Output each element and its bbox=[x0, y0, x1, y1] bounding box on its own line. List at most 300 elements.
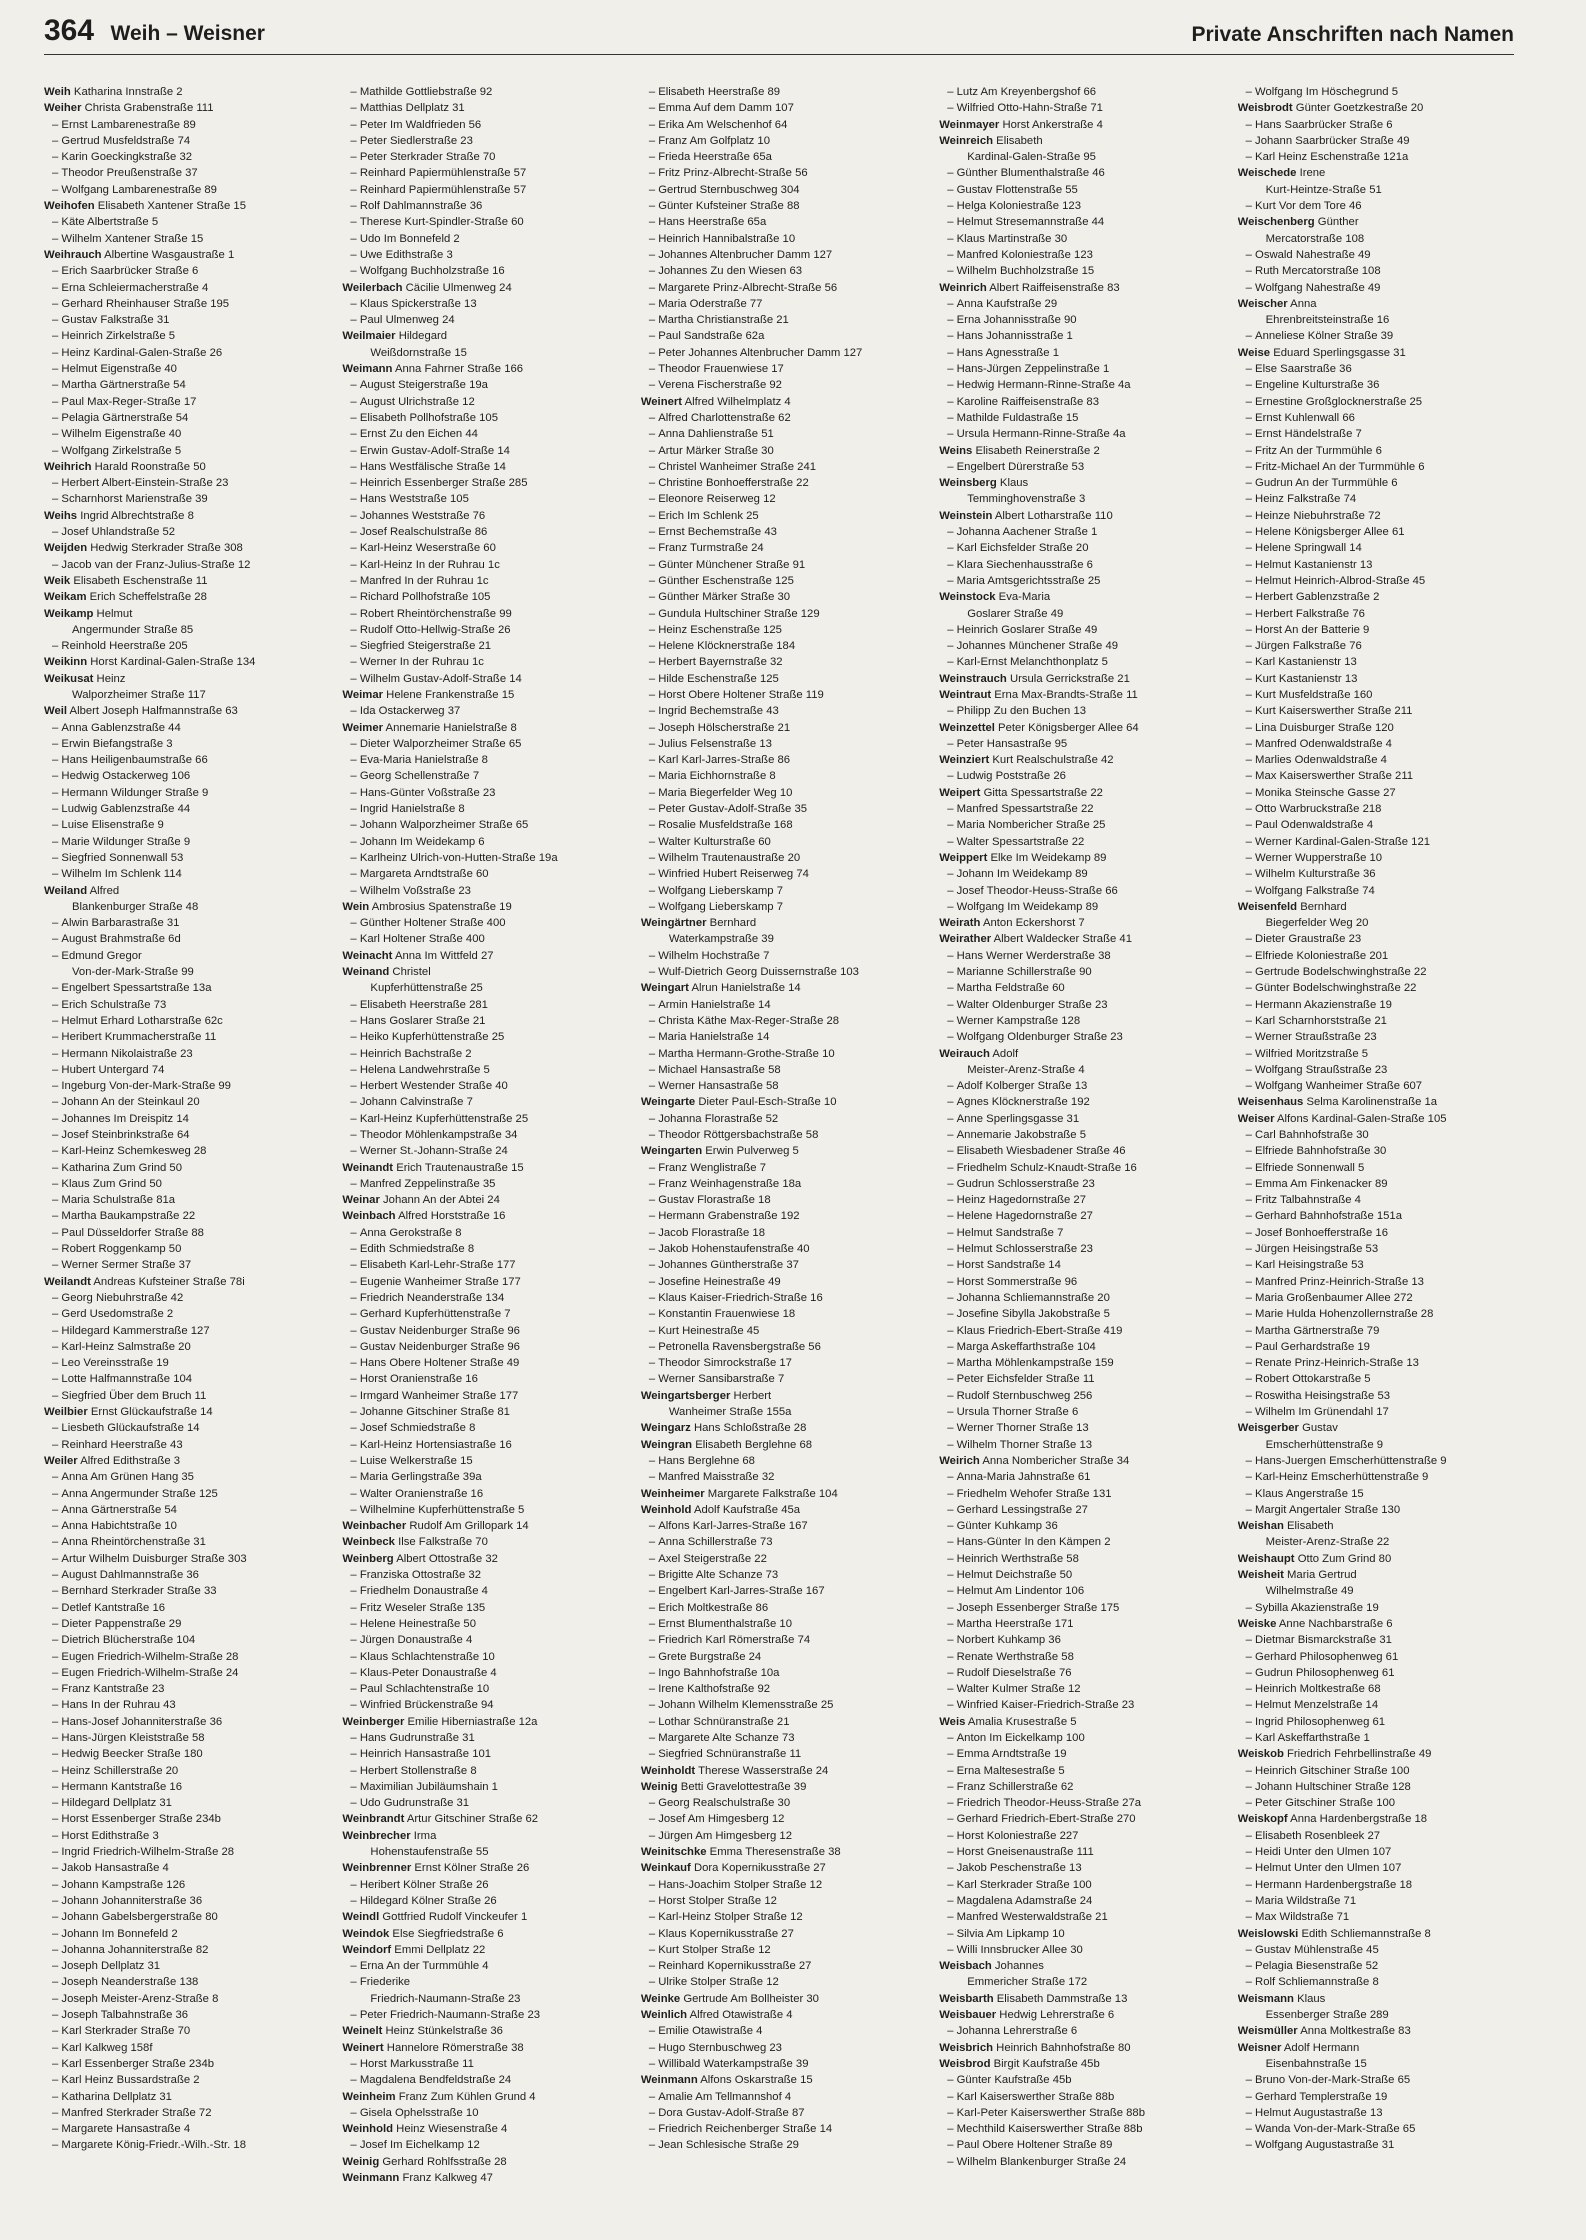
surname: Weismüller bbox=[1237, 2025, 1298, 2038]
person-entry: – Winfried Brückenstraße 94 bbox=[342, 1697, 624, 1713]
person-entry: – Lina Duisburger Straße 120 bbox=[1238, 720, 1520, 736]
person-entry: – Kurt Vor dem Tore 46 bbox=[1238, 198, 1520, 214]
entry-continuation: Goslarer Straße 49 bbox=[967, 607, 1064, 620]
person-entry: – Magdalena Bendfeldstraße 24 bbox=[342, 2072, 624, 2088]
person-entry: – Alfred Charlottenstraße 62 bbox=[641, 410, 923, 426]
person-entry: – Wanda Von-der-Mark-Straße 65 bbox=[1238, 2121, 1520, 2137]
surname: Weimann bbox=[342, 363, 393, 376]
person-entry: – Gerhard Kupferhüttenstraße 7 bbox=[342, 1306, 624, 1322]
person-entry: – Ingrid Hanielstraße 8 bbox=[342, 801, 624, 817]
person-entry: – Fritz Talbahnstraße 4 bbox=[1238, 1192, 1520, 1208]
surname-entry bbox=[342, 2170, 624, 2186]
person-entry: – Johannes Altenbrucher Damm 127 bbox=[641, 247, 923, 263]
surname: Weingran bbox=[640, 1438, 693, 1451]
surname-entry bbox=[641, 1486, 923, 1502]
person-entry: – Gustav Flottenstraße 55 bbox=[939, 182, 1221, 198]
person-entry: – Gerhard Lessingstraße 27 bbox=[939, 1502, 1221, 1518]
entry-text: Ernst Kölner Straße 26 bbox=[414, 1862, 530, 1875]
person-entry: – Marie Wildunger Straße 9 bbox=[44, 834, 326, 850]
person-entry: – Peter Gustav-Adolf-Straße 35 bbox=[641, 801, 923, 817]
surname: Weimer bbox=[342, 721, 384, 734]
person-entry: – Erna An der Turmmühle 4 bbox=[342, 1958, 624, 1974]
entry-continuation: Weißdornstraße 15 bbox=[370, 346, 467, 359]
person-entry: – Norbert Kuhkamp 36 bbox=[939, 1632, 1221, 1648]
person-entry: – Engelbert Dürerstraße 53 bbox=[939, 459, 1221, 475]
person-entry: – Georg Realschulstraße 30 bbox=[641, 1795, 923, 1811]
person-entry: – Kurt Kaiserswerther Straße 211 bbox=[1238, 703, 1520, 719]
entry-continuation: Wilhelmstraße 49 bbox=[1265, 1585, 1354, 1598]
surname: Weinzettel bbox=[939, 721, 995, 734]
person-entry: – Brigitte Alte Schanze 73 bbox=[641, 1567, 923, 1583]
entry-continuation: Hohenstaufenstraße 55 bbox=[370, 1846, 489, 1859]
person-entry: – Wolfgang Im Weidekamp 89 bbox=[939, 899, 1221, 915]
entry-text: Friedrich Fehrbellinstraße 49 bbox=[1287, 1748, 1432, 1761]
person-entry: – Klaus Angerstraße 15 bbox=[1238, 1486, 1520, 1502]
surname: Weiske bbox=[1237, 1617, 1277, 1630]
person-entry: – Hermann Akazienstraße 19 bbox=[1238, 997, 1520, 1013]
person-entry: – Ernst Zu den Eichen 44 bbox=[342, 426, 624, 442]
person-entry: – Paul Ulmenweg 24 bbox=[342, 312, 624, 328]
surname-entry bbox=[939, 752, 1221, 768]
person-entry: – Engelbert Spessartstraße 13a bbox=[44, 980, 326, 996]
surname: Weislowski bbox=[1237, 1927, 1299, 1940]
surname-entry bbox=[939, 280, 1221, 296]
person-entry: – Maria Amtsgerichtsstraße 25 bbox=[939, 573, 1221, 589]
person-entry: – Horst Gneisenaustraße 111 bbox=[939, 1844, 1221, 1860]
person-entry: – Paul Obere Holtener Straße 89 bbox=[939, 2137, 1221, 2153]
entry-continuation: Essenberger Straße 289 bbox=[1265, 2009, 1389, 2022]
person-entry: – Anna Am Grünen Hang 35 bbox=[44, 1469, 326, 1485]
surname: Weinlich bbox=[640, 2009, 688, 2022]
person-entry: – Artur Märker Straße 30 bbox=[641, 443, 923, 459]
person-entry: – Karl Kalkweg 158f bbox=[44, 2040, 326, 2056]
person-entry: – Karl-Heinz Schemkesweg 28 bbox=[44, 1143, 326, 1159]
person-entry: – Friedhelm Wehofer Straße 131 bbox=[939, 1486, 1221, 1502]
person-entry: – Helene Springwall 14 bbox=[1238, 540, 1520, 556]
surname-entry bbox=[939, 133, 1221, 149]
person-entry: – Klaus Friedrich-Ebert-Straße 419 bbox=[939, 1323, 1221, 1339]
person-entry: – Petronella Ravensbergstraße 56 bbox=[641, 1339, 923, 1355]
person-entry: – Wilhelmine Kupferhüttenstraße 5 bbox=[342, 1502, 624, 1518]
directory-column bbox=[1238, 84, 1520, 2224]
entry-text: Elke Im Weidekamp 89 bbox=[990, 851, 1107, 864]
person-entry: – Margarete Alte Schanze 73 bbox=[641, 1730, 923, 1746]
entry-text: Ursula Gerrickstraße 21 bbox=[1009, 672, 1130, 685]
person-entry: – Karl Karl-Jarres-Straße 86 bbox=[641, 752, 923, 768]
surname: Weih bbox=[44, 86, 71, 98]
person-entry: – Friedrich Theodor-Heuss-Straße 27a bbox=[939, 1795, 1221, 1811]
surname-entry bbox=[342, 720, 624, 736]
entry-text: Erich Trautenaustraße 15 bbox=[396, 1161, 524, 1174]
person-entry: – Christa Käthe Max-Reger-Straße 28 bbox=[641, 1013, 923, 1029]
person-entry: – Helmut Erhard Lotharstraße 62c bbox=[44, 1013, 326, 1029]
person-entry: – Josef Schmiedstraße 8 bbox=[342, 1420, 624, 1436]
surname: Weirath bbox=[939, 917, 981, 930]
entry-text: Adolf Hermann bbox=[1283, 2041, 1360, 2054]
surname-entry bbox=[641, 1094, 923, 1110]
person-entry: – Reinhold Heerstraße 205 bbox=[44, 638, 326, 654]
surname: Weinmayer bbox=[939, 118, 1000, 131]
entry-text: Ambrosius Spatenstraße 19 bbox=[371, 900, 512, 913]
person-entry: – Horst Koloniestraße 227 bbox=[939, 1828, 1221, 1844]
header-keywords: Weih – Weisner bbox=[110, 22, 265, 45]
entry-text: Heinz Stünkelstraße 36 bbox=[385, 2025, 503, 2038]
surname-entry bbox=[641, 1388, 923, 1404]
person-entry: – Jürgen Heisingstraße 53 bbox=[1238, 1241, 1520, 1257]
entry-text: Anton Eckershorst 7 bbox=[982, 917, 1085, 930]
entry-text: Irene bbox=[1299, 167, 1326, 180]
entry-continuation: Temminghovenstraße 3 bbox=[967, 493, 1086, 506]
surname-entry bbox=[342, 280, 624, 296]
entry-text: Eva-Maria bbox=[998, 591, 1051, 604]
surname: Weiskopf bbox=[1237, 1813, 1288, 1826]
person-entry: – Martha Baukampstraße 22 bbox=[44, 1208, 326, 1224]
section-title: Private Anschriften nach Namen bbox=[1191, 23, 1514, 46]
person-entry: – Ida Ostackerweg 37 bbox=[342, 703, 624, 719]
person-entry: – Siegfried Schnüranstraße 11 bbox=[641, 1746, 923, 1762]
person-entry: – Marie Hulda Hohenzollernstraße 28 bbox=[1238, 1306, 1520, 1322]
person-entry: – Winfried Kaiser-Friedrich-Straße 23 bbox=[939, 1697, 1221, 1713]
surname: Weinacht bbox=[342, 949, 393, 962]
entry-continuation: Angermunder Straße 85 bbox=[72, 623, 194, 636]
entry-text: Elisabeth Reinerstraße 2 bbox=[975, 444, 1100, 457]
person-entry: – Gertrud Sternbuschweg 304 bbox=[641, 182, 923, 198]
surname-entry bbox=[44, 589, 326, 605]
person-entry: – Wilhelm Kulturstraße 36 bbox=[1238, 866, 1520, 882]
person-entry: – Eleonore Reiserweg 12 bbox=[641, 491, 923, 507]
entry-text: Gitta Spessartstraße 22 bbox=[983, 786, 1103, 799]
entry-text: Elisabeth bbox=[1287, 1520, 1334, 1533]
person-entry: – Manfred Sterkrader Straße 72 bbox=[44, 2105, 326, 2121]
person-entry: – Margarete König-Friedr.-Wilh.-Str. 18 bbox=[44, 2137, 326, 2153]
person-entry: – Johann Saarbrücker Straße 49 bbox=[1238, 133, 1520, 149]
person-entry: – Emma Auf dem Damm 107 bbox=[641, 100, 923, 116]
person-entry: – Anna Habichtstraße 10 bbox=[44, 1518, 326, 1534]
surname: Weisenfeld bbox=[1237, 900, 1298, 913]
entry-text: Emmi Dellplatz 22 bbox=[394, 1943, 486, 1956]
directory-columns bbox=[44, 84, 1520, 2224]
person-entry: – Martha Möhlenkampstraße 159 bbox=[939, 1355, 1221, 1371]
person-entry: – Kurt Heinestraße 45 bbox=[641, 1323, 923, 1339]
surname: Weinhold bbox=[342, 2123, 394, 2136]
person-entry: – Elfriede Sonnenwall 5 bbox=[1238, 1160, 1520, 1176]
person-entry: – Dietmar Bismarckstraße 31 bbox=[1238, 1632, 1520, 1648]
surname-entry bbox=[44, 1274, 326, 1290]
person-entry: – Wilfried Otto-Hahn-Straße 71 bbox=[939, 100, 1221, 116]
header-left bbox=[44, 14, 265, 48]
person-entry: – Anna Gärtnerstraße 54 bbox=[44, 1502, 326, 1518]
person-entry: – Hans-Josef Johanniterstraße 36 bbox=[44, 1714, 326, 1730]
person-entry: – Josef Theodor-Heuss-Straße 66 bbox=[939, 883, 1221, 899]
person-entry: – Artur Wilhelm Duisburger Straße 303 bbox=[44, 1551, 326, 1567]
surname-entry bbox=[1238, 1746, 1520, 1762]
person-entry: – Josef Bonhoefferstraße 16 bbox=[1238, 1225, 1520, 1241]
person-entry: – Udo Gudrunstraße 31 bbox=[342, 1795, 624, 1811]
person-entry: – Robert Roggenkamp 50 bbox=[44, 1241, 326, 1257]
person-entry: – Jürgen Donaustraße 4 bbox=[342, 1632, 624, 1648]
person-entry: – Siegfried Über dem Bruch 11 bbox=[44, 1388, 326, 1404]
person-entry: – Karl Heinz Eschenstraße 121a bbox=[1238, 149, 1520, 165]
person-entry: – Paul Sandstraße 62a bbox=[641, 328, 923, 344]
surname: Weishan bbox=[1237, 1520, 1284, 1533]
surname-entry bbox=[44, 84, 326, 100]
person-entry: – Edmund Gregor bbox=[44, 948, 326, 964]
person-entry: – Helmut Am Lindentor 106 bbox=[939, 1583, 1221, 1599]
person-entry: – Anna Gablenzstraße 44 bbox=[44, 720, 326, 736]
person-entry: – Werner Sermer Straße 37 bbox=[44, 1257, 326, 1273]
surname-entry bbox=[342, 1811, 624, 1827]
person-entry: – Heribert Krummacherstraße 11 bbox=[44, 1029, 326, 1045]
person-entry: – Christine Bonhoefferstraße 22 bbox=[641, 475, 923, 491]
person-entry: – Johann Kampstraße 126 bbox=[44, 1877, 326, 1893]
entry-text: Emma Theresenstraße 38 bbox=[709, 1846, 841, 1859]
entry-text: Cäcilie Ulmenweg 24 bbox=[405, 281, 512, 294]
person-entry: – Johann An der Steinkaul 20 bbox=[44, 1094, 326, 1110]
surname-entry bbox=[1238, 1551, 1520, 1567]
person-entry: – Kurt Kastanienstr 13 bbox=[1238, 671, 1520, 687]
entry-text: Therese Wasserstraße 24 bbox=[698, 1764, 829, 1777]
entry-continuation: Friedrich-Naumann-Straße 23 bbox=[370, 1992, 521, 2005]
person-entry: – Franz Kantstraße 23 bbox=[44, 1681, 326, 1697]
person-entry: – Martha Gärtnerstraße 54 bbox=[44, 377, 326, 393]
entry-text: Hildegard bbox=[398, 330, 448, 343]
person-entry: – Anna Gerokstraße 8 bbox=[342, 1225, 624, 1241]
person-entry: – Horst Sommerstraße 96 bbox=[939, 1274, 1221, 1290]
person-entry: – Werner Kampstraße 128 bbox=[939, 1013, 1221, 1029]
person-entry: – Manfred Spessartstraße 22 bbox=[939, 801, 1221, 817]
entry-text: Peter Königsberger Allee 64 bbox=[998, 721, 1139, 734]
surname: Weihofen bbox=[44, 200, 95, 213]
person-entry: – Amalie Am Tellmannshof 4 bbox=[641, 2089, 923, 2105]
person-entry: – Franz Am Golfplatz 10 bbox=[641, 133, 923, 149]
person-entry: – Theodor Möhlenkampstraße 34 bbox=[342, 1127, 624, 1143]
person-entry: – Joseph Talbahnstraße 36 bbox=[44, 2007, 326, 2023]
entry-text: Selma Karolinenstraße 1a bbox=[1306, 1096, 1438, 1109]
directory-column bbox=[342, 84, 624, 2224]
person-entry: – Eugen Friedrich-Wilhelm-Straße 24 bbox=[44, 1665, 326, 1681]
person-entry: – Josefine Sibylla Jakobstraße 5 bbox=[939, 1306, 1221, 1322]
person-entry: – Elisabeth Wiesbadener Straße 46 bbox=[939, 1143, 1221, 1159]
surname: Weingarten bbox=[640, 1145, 703, 1158]
surname-entry bbox=[1238, 1811, 1520, 1827]
entry-continuation: Meister-Arenz-Straße 4 bbox=[967, 1063, 1085, 1076]
person-entry: – Helmut Menzelstraße 14 bbox=[1238, 1697, 1520, 1713]
entry-text: Adolf Kaufstraße 45a bbox=[693, 1503, 801, 1516]
person-entry: – Hermann Hardenbergstraße 18 bbox=[1238, 1877, 1520, 1893]
surname-entry bbox=[939, 1991, 1221, 2007]
person-entry: – Heinrich Gitschiner Straße 100 bbox=[1238, 1763, 1520, 1779]
surname-entry bbox=[342, 1860, 624, 1876]
surname-entry bbox=[342, 361, 624, 377]
person-entry: – Maria Schulstraße 81a bbox=[44, 1192, 326, 1208]
person-entry: – Fritz Weseler Straße 135 bbox=[342, 1600, 624, 1616]
entry-text: Klaus bbox=[1297, 1992, 1326, 2005]
person-entry: – Jakob Hansastraße 4 bbox=[44, 1860, 326, 1876]
person-entry: – Ernst Händelstraße 7 bbox=[1238, 426, 1520, 442]
surname-entry bbox=[939, 785, 1221, 801]
surname-entry bbox=[342, 1518, 624, 1534]
person-entry: – Mathilde Fuldastraße 15 bbox=[939, 410, 1221, 426]
person-entry: – Werner Wupperstraße 10 bbox=[1238, 850, 1520, 866]
entry-text: Herbert bbox=[733, 1389, 772, 1402]
person-entry: – Hans In der Ruhrau 43 bbox=[44, 1697, 326, 1713]
person-entry: – Walter Kulmer Straße 12 bbox=[939, 1681, 1221, 1697]
entry-text: Hans Schloßstraße 28 bbox=[693, 1422, 807, 1435]
person-entry: – Johannes Weststraße 76 bbox=[342, 508, 624, 524]
surname-entry bbox=[342, 2040, 624, 2056]
directory-column bbox=[44, 84, 326, 2224]
surname-entry bbox=[342, 1208, 624, 1224]
entry-text: Otto Zum Grind 80 bbox=[1297, 1552, 1392, 1565]
person-entry: – Sybilla Akazienstraße 19 bbox=[1238, 1600, 1520, 1616]
person-entry: – Karoline Raiffeisenstraße 83 bbox=[939, 394, 1221, 410]
person-entry: – Adolf Kolberger Straße 13 bbox=[939, 1078, 1221, 1094]
person-entry: – Ernst Bechemstraße 43 bbox=[641, 524, 923, 540]
surname-entry bbox=[1238, 1518, 1520, 1534]
person-entry: – Hedwig Hermann-Rinne-Straße 4a bbox=[939, 377, 1221, 393]
entry-text: Ilse Falkstraße 70 bbox=[398, 1536, 488, 1549]
person-entry: – Jacob van der Franz-Julius-Straße 12 bbox=[44, 557, 326, 573]
page-header bbox=[44, 10, 1514, 55]
surname-entry bbox=[44, 508, 326, 524]
person-entry: – Werner Thorner Straße 13 bbox=[939, 1420, 1221, 1436]
person-entry: – Elisabeth Pollhofstraße 105 bbox=[342, 410, 624, 426]
surname: Weisbrod bbox=[939, 2057, 991, 2070]
person-entry: – Heinrich Werthstraße 58 bbox=[939, 1551, 1221, 1567]
surname: Weirich bbox=[939, 1454, 980, 1467]
person-entry: – Manfred Zeppelinstraße 35 bbox=[342, 1176, 624, 1192]
surname-entry bbox=[939, 1453, 1221, 1469]
surname: Weinstein bbox=[939, 509, 993, 522]
surname: Weinberger bbox=[342, 1715, 405, 1728]
person-entry: – Anna Angermunder Straße 125 bbox=[44, 1486, 326, 1502]
person-entry: – Edith Schmiedstraße 8 bbox=[342, 1241, 624, 1257]
surname: Weisgerber bbox=[1237, 1422, 1299, 1435]
entry-text: Irma bbox=[413, 1829, 437, 1842]
person-entry: – Theodor Röttgersbachstraße 58 bbox=[641, 1127, 923, 1143]
entry-text: Anna Im Wittfeld 27 bbox=[394, 949, 494, 962]
person-entry: – Mechthild Kaiserswerther Straße 88b bbox=[939, 2121, 1221, 2137]
person-entry: – Hildegard Kammerstraße 127 bbox=[44, 1323, 326, 1339]
entry-text: Hedwig Sterkrader Straße 308 bbox=[90, 542, 243, 555]
person-entry: – Katharina Zum Grind 50 bbox=[44, 1160, 326, 1176]
person-entry: – Bernhard Sterkrader Straße 33 bbox=[44, 1583, 326, 1599]
person-entry: – Joseph Neanderstraße 138 bbox=[44, 1974, 326, 1990]
person-entry: – Marga Askeffarthstraße 104 bbox=[939, 1339, 1221, 1355]
person-entry: – Monika Steinsche Gasse 27 bbox=[1238, 785, 1520, 801]
person-entry: – Theodor Frauenwiese 17 bbox=[641, 361, 923, 377]
person-entry: – Gundula Hultschiner Straße 129 bbox=[641, 606, 923, 622]
surname: Weiland bbox=[44, 884, 88, 897]
person-entry: – Karl-Heinz In der Ruhrau 1c bbox=[342, 557, 624, 573]
person-entry: – Wolfgang Falkstraße 74 bbox=[1238, 883, 1520, 899]
entry-continuation: Kurt-Heintze-Straße 51 bbox=[1265, 183, 1382, 196]
person-entry: – Heribert Kölner Straße 26 bbox=[342, 1877, 624, 1893]
person-entry: – Herbert Falkstraße 76 bbox=[1238, 606, 1520, 622]
surname: Weiler bbox=[44, 1454, 78, 1467]
person-entry: – Konstantin Frauenwiese 18 bbox=[641, 1306, 923, 1322]
person-entry: – Friedrich Karl Römerstraße 74 bbox=[641, 1632, 923, 1648]
person-entry: – Klaus Kaiser-Friedrich-Straße 16 bbox=[641, 1290, 923, 1306]
surname: Weingarte bbox=[640, 1096, 696, 1109]
entry-continuation: Ehrenbreitsteinstraße 16 bbox=[1265, 314, 1390, 327]
person-entry: – Hans-Juergen Emscherhüttenstraße 9 bbox=[1238, 1453, 1520, 1469]
surname-entry bbox=[342, 964, 624, 980]
person-entry: – Julius Felsenstraße 13 bbox=[641, 736, 923, 752]
person-entry: – Hans Heerstraße 65a bbox=[641, 214, 923, 230]
person-entry: – Dieter Graustraße 23 bbox=[1238, 931, 1520, 947]
entry-text: Hannelore Römerstraße 38 bbox=[386, 2041, 524, 2054]
surname: Weisbauer bbox=[939, 2009, 997, 2022]
person-entry: – Karl Eichsfelder Straße 20 bbox=[939, 540, 1221, 556]
person-entry: – Herbert Gablenzstraße 2 bbox=[1238, 589, 1520, 605]
person-entry: – Irene Kalthofstraße 92 bbox=[641, 1681, 923, 1697]
surname-entry bbox=[342, 2121, 624, 2137]
person-entry: – Peter Siedlerstraße 23 bbox=[342, 133, 624, 149]
entry-text: Ernst Glückaufstraße 14 bbox=[90, 1406, 213, 1419]
surname: Weingarz bbox=[640, 1422, 691, 1435]
person-entry: – Liesbeth Glückaufstraße 14 bbox=[44, 1420, 326, 1436]
person-entry: – Martha Heerstraße 171 bbox=[939, 1616, 1221, 1632]
surname: Weinig bbox=[640, 1780, 678, 1793]
person-entry: – Günter Kuhkamp 36 bbox=[939, 1518, 1221, 1534]
surname-entry bbox=[1238, 2023, 1520, 2039]
person-entry: – Erwin Gustav-Adolf-Straße 14 bbox=[342, 443, 624, 459]
entry-continuation: Wanheimer Straße 155a bbox=[668, 1406, 792, 1419]
person-entry: – Anton Im Eickelkamp 100 bbox=[939, 1730, 1221, 1746]
person-entry: – Wolfgang Lieberskamp 7 bbox=[641, 883, 923, 899]
entry-text: Else Siegfriedstraße 6 bbox=[392, 1927, 504, 1940]
person-entry: – Anna Kaufstraße 29 bbox=[939, 296, 1221, 312]
surname: Weingart bbox=[640, 982, 689, 995]
person-entry: – Hans Westfälische Straße 14 bbox=[342, 459, 624, 475]
entry-text: Günther bbox=[1317, 216, 1359, 229]
person-entry: – Peter Eichsfelder Straße 11 bbox=[939, 1371, 1221, 1387]
surname: Weinbeck bbox=[342, 1536, 395, 1549]
surname-entry bbox=[1238, 1420, 1520, 1436]
surname-entry bbox=[342, 2089, 624, 2105]
surname: Weisbrich bbox=[939, 2041, 994, 2054]
person-entry: – Erwin Biefangstraße 3 bbox=[44, 736, 326, 752]
entry-text: Alfred Otawistraße 4 bbox=[689, 2009, 793, 2022]
entry-text: Horst Kardinal-Galen-Straße 134 bbox=[90, 656, 256, 669]
person-entry: – Josef Im Eichelkamp 12 bbox=[342, 2137, 624, 2153]
person-entry: – Heinrich Essenberger Straße 285 bbox=[342, 475, 624, 491]
person-entry: – Klaus Kopernikusstraße 27 bbox=[641, 1926, 923, 1942]
surname: Weisenhaus bbox=[1237, 1096, 1304, 1109]
person-entry: – Alwin Barbarastraße 31 bbox=[44, 915, 326, 931]
person-entry: – Martha Hermann-Grothe-Straße 10 bbox=[641, 1046, 923, 1062]
surname-entry bbox=[342, 2023, 624, 2039]
surname: Weilerbach bbox=[342, 281, 403, 294]
person-entry: – Armin Hanielstraße 14 bbox=[641, 997, 923, 1013]
person-entry: – Rosalie Musfeldstraße 168 bbox=[641, 817, 923, 833]
person-entry: – Wilhelm Thorner Straße 13 bbox=[939, 1437, 1221, 1453]
person-entry: – Carl Bahnhofstraße 30 bbox=[1238, 1127, 1520, 1143]
person-entry: – August Steigerstraße 19a bbox=[342, 377, 624, 393]
person-entry: – Günther Märker Straße 30 bbox=[641, 589, 923, 605]
surname-entry bbox=[44, 1404, 326, 1420]
person-entry: – Günther Eschenstraße 125 bbox=[641, 573, 923, 589]
surname: Weisbach bbox=[939, 1960, 992, 1973]
entry-text: Alfred Edithstraße 3 bbox=[80, 1454, 181, 1467]
person-entry: – Heinze Niebuhrstraße 72 bbox=[1238, 508, 1520, 524]
person-entry: – Gudrun Schlosserstraße 23 bbox=[939, 1176, 1221, 1192]
surname: Weikamp bbox=[44, 607, 94, 620]
entry-continuation: Kardinal-Galen-Straße 95 bbox=[967, 151, 1096, 164]
person-entry: – Hans Heiligenbaumstraße 66 bbox=[44, 752, 326, 768]
person-entry: – Gudrun Philosophenweg 61 bbox=[1238, 1665, 1520, 1681]
